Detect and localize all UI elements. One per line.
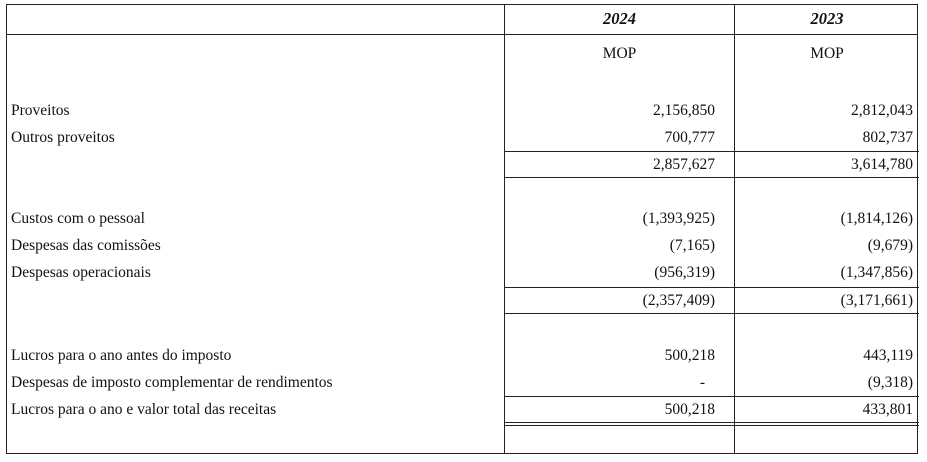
year-2024-header: 2024 [603, 9, 636, 28]
expenses-rule-bottom [505, 313, 919, 314]
row-label-despesas-operacionais: Despesas operacionais [11, 264, 151, 281]
value-2023-subtotal-despesas: (3,171,661) [840, 292, 913, 309]
value-2023-lucros-total: 433,801 [862, 401, 913, 418]
value-2023-proveitos: 2,812,043 [851, 102, 913, 119]
subtotal-rule-bottom [505, 177, 919, 178]
row-label-outros-proveitos: Outros proveitos [11, 129, 115, 146]
header-rule [7, 34, 917, 35]
value-2023-despesas-comissoes: (9,679) [867, 237, 913, 254]
value-2024-lucros-total: 500,218 [664, 401, 715, 418]
value-2024-despesas-imposto: - [699, 374, 705, 391]
income-statement-table [6, 4, 918, 454]
value-2024-custos-pessoal: (1,393,925) [642, 210, 715, 227]
value-2024-proveitos: 2,156,850 [653, 102, 715, 119]
total-double-rule-1 [505, 422, 919, 423]
value-2024-despesas-comissoes: (7,165) [669, 237, 715, 254]
value-2023-custos-pessoal: (1,814,126) [840, 210, 913, 227]
value-2024-lucros-antes-imposto: 500,218 [664, 347, 715, 364]
value-2024-subtotal-despesas: (2,357,409) [642, 292, 715, 309]
value-2023-lucros-antes-imposto: 443,119 [863, 347, 913, 364]
row-label-lucros-antes-imposto: Lucros para o ano antes do imposto [11, 347, 232, 364]
value-2024-subtotal-proveitos: 2,857,627 [653, 156, 715, 173]
year-2023-header: 2023 [810, 9, 844, 28]
row-label-despesas-comissoes: Despesas das comissões [11, 237, 161, 254]
value-2024-despesas-operacionais: (956,319) [654, 264, 715, 281]
column-divider-2024 [504, 5, 505, 453]
value-2023-despesas-imposto: (9,318) [867, 374, 913, 391]
total-double-rule-2 [505, 425, 919, 426]
currency-2023-header: MOP [810, 45, 844, 62]
value-2023-subtotal-proveitos: 3,614,780 [851, 156, 913, 173]
value-2024-outros-proveitos: 700,777 [664, 129, 715, 146]
row-label-proveitos: Proveitos [11, 102, 70, 119]
value-2023-outros-proveitos: 802,737 [862, 129, 913, 146]
total-rule-top [505, 396, 919, 397]
subtotal-rule-top [505, 151, 919, 152]
expenses-rule-top [505, 287, 919, 288]
column-divider-2023 [734, 5, 735, 453]
row-label-custos-pessoal: Custos com o pessoal [11, 210, 145, 227]
row-label-despesas-imposto: Despesas de imposto complementar de rendimentos [11, 374, 333, 391]
row-label-lucros-total: Lucros para o ano e valor total das receitas [11, 401, 277, 418]
currency-2024-header: MOP [602, 45, 637, 62]
value-2023-despesas-operacionais: (1,347,856) [840, 264, 913, 281]
